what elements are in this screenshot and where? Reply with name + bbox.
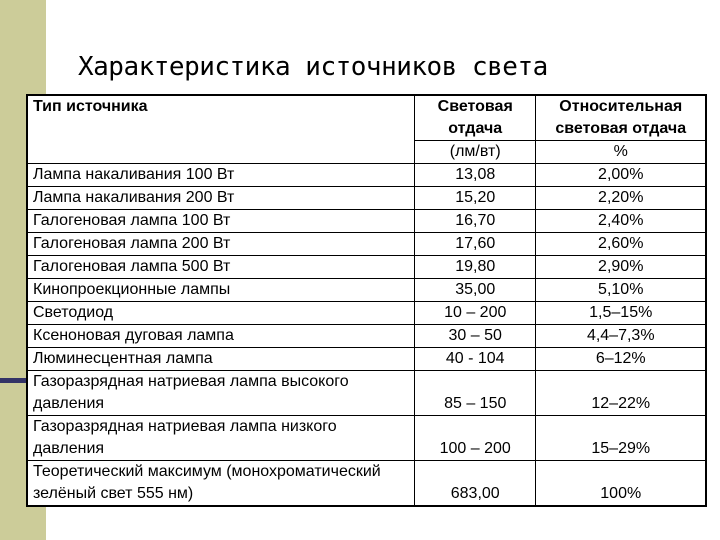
row-efficacy: 40 - 104: [414, 348, 536, 371]
units-relative: %: [536, 141, 706, 164]
row-relative: 2,60%: [536, 233, 706, 256]
header-efficacy: Световая отдача: [414, 95, 536, 141]
row-name: Лампа накаливания 200 Вт: [27, 187, 414, 210]
table-row: [27, 416, 706, 461]
row-name: Галогеновая лампа 500 Вт: [27, 256, 414, 279]
table-row: [27, 279, 706, 302]
row-relative: 4,4–7,3%: [536, 325, 706, 348]
row-name: Ксеноновая дуговая лампа: [27, 325, 414, 348]
row-efficacy: 683,00: [414, 461, 536, 507]
table-row: [27, 302, 706, 325]
table-row: [27, 164, 706, 187]
units-blank-cell: [27, 141, 414, 164]
row-relative: 6–12%: [536, 348, 706, 371]
row-relative: 2,20%: [536, 187, 706, 210]
row-name: Галогеновая лампа 100 Вт: [27, 210, 414, 233]
row-efficacy: 15,20: [414, 187, 536, 210]
row-efficacy: 85 – 150: [414, 371, 536, 416]
row-name: Кинопроекционные лампы: [27, 279, 414, 302]
row-efficacy: 30 – 50: [414, 325, 536, 348]
header-type: Тип источника: [27, 95, 414, 141]
row-relative: 2,40%: [536, 210, 706, 233]
row-efficacy: 13,08: [414, 164, 536, 187]
row-name: Газоразрядная натриевая лампа высокого давления: [27, 371, 414, 416]
row-name: Галогеновая лампа 200 Вт: [27, 233, 414, 256]
row-name: Лампа накаливания 100 Вт: [27, 164, 414, 187]
row-name: Светодиод: [27, 302, 414, 325]
row-efficacy: 17,60: [414, 233, 536, 256]
table-row: [27, 461, 706, 507]
table-row: [27, 256, 706, 279]
row-name: Теоретический максимум (монохроматический зелёный свет 555 нм): [27, 461, 414, 507]
table-row: [27, 233, 706, 256]
row-relative: 2,90%: [536, 256, 706, 279]
units-efficacy: (лм/вт): [414, 141, 536, 164]
row-efficacy: 35,00: [414, 279, 536, 302]
row-efficacy: 100 – 200: [414, 416, 536, 461]
row-efficacy: 16,70: [414, 210, 536, 233]
light-sources-table: [26, 94, 707, 507]
table-row: [27, 371, 706, 416]
row-efficacy: 10 – 200: [414, 302, 536, 325]
table-header-row: [27, 95, 706, 141]
row-name: Люминесцентная лампа: [27, 348, 414, 371]
row-relative: 5,10%: [536, 279, 706, 302]
row-relative: 12–22%: [536, 371, 706, 416]
row-efficacy: 19,80: [414, 256, 536, 279]
table-row: [27, 348, 706, 371]
table-row: [27, 325, 706, 348]
row-relative: 1,5–15%: [536, 302, 706, 325]
row-relative: 100%: [536, 461, 706, 507]
table-row: [27, 210, 706, 233]
header-relative: Относительная световая отдача: [536, 95, 706, 141]
slide-title: Характеристика источников света: [78, 52, 548, 82]
row-name: Газоразрядная натриевая лампа низкого давления: [27, 416, 414, 461]
table-row: [27, 187, 706, 210]
row-relative: 15–29%: [536, 416, 706, 461]
table-units-row: [27, 141, 706, 164]
row-relative: 2,00%: [536, 164, 706, 187]
